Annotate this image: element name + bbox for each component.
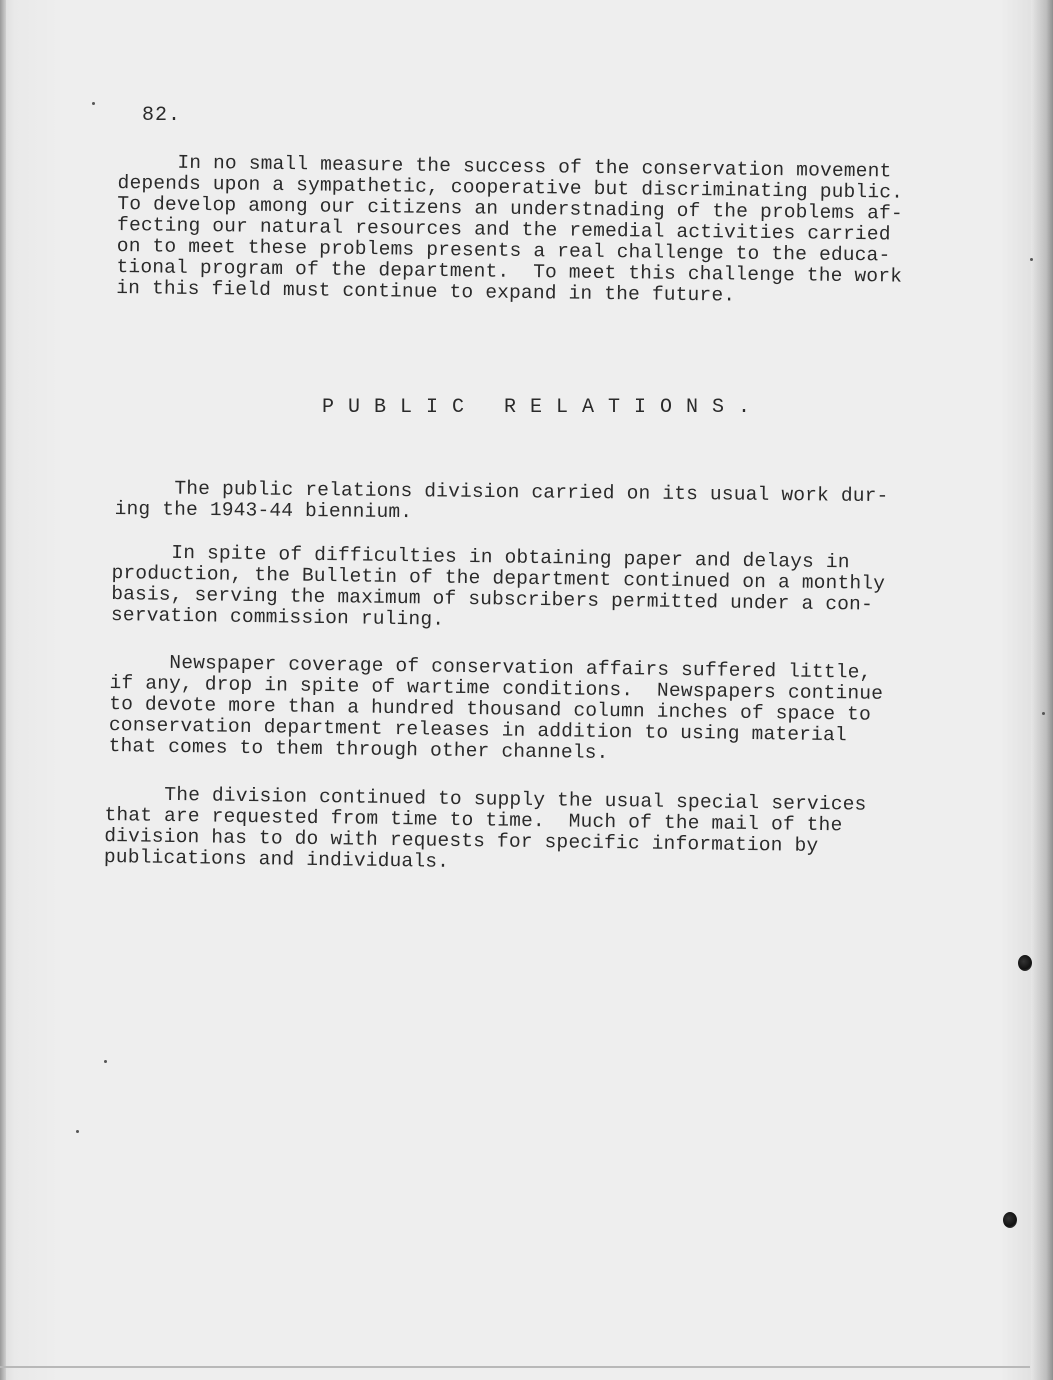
page-bottom-edge [0,1366,1030,1368]
page-right-edge [1031,0,1053,1380]
public-relations-paragraph-2: In spite of difficulties in obtaining paper and delays in production, the Bulletin of the department continued on a monthly basis, serving the maximum of subscribers permitted under a con- servation commission ruling. [110,541,886,631]
paper-speck [1030,258,1033,261]
conservation-paragraph: In no small measure the success of the conservation movement depends upon a sympathetic, cooperative but discriminating public. To develop among our citizens an understnading of the problems af- fecting our natural resources and the remedial activities carried on to meet these problems presents a real challenge to the educa- tional program of the department. To meet this challenge the work in this field must continue to expand in the future. [116,151,904,307]
paper-speck [1042,712,1045,715]
binder-hole-mark [1018,955,1032,971]
binder-hole-mark [1003,1212,1017,1228]
page-left-edge [0,0,6,1380]
page-number: 82. [142,104,182,127]
paper-speck [76,1130,79,1133]
public-relations-paragraph-4: The division continued to supply the usual special services that are requested from time to time. Much of the mail of the division has to do with requests for specific information by publications and individuals. [103,783,867,873]
paper-speck [92,102,95,105]
public-relations-paragraph-3: Newspaper coverage of conservation affairs suffered little, if any, drop in spite of wartime conditions. Newspapers continue to devote more than a hundred thousand column inches of space to conservation department releases in addition to using material that comes to them through other channels. [108,651,884,764]
public-relations-paragraph-1: The public relations division carried on its usual work dur- ing the 1943-44 biennium. [114,477,889,524]
paper-speck [104,1060,107,1063]
section-heading-public-relations: PUBLIC RELATIONS. [322,396,765,419]
